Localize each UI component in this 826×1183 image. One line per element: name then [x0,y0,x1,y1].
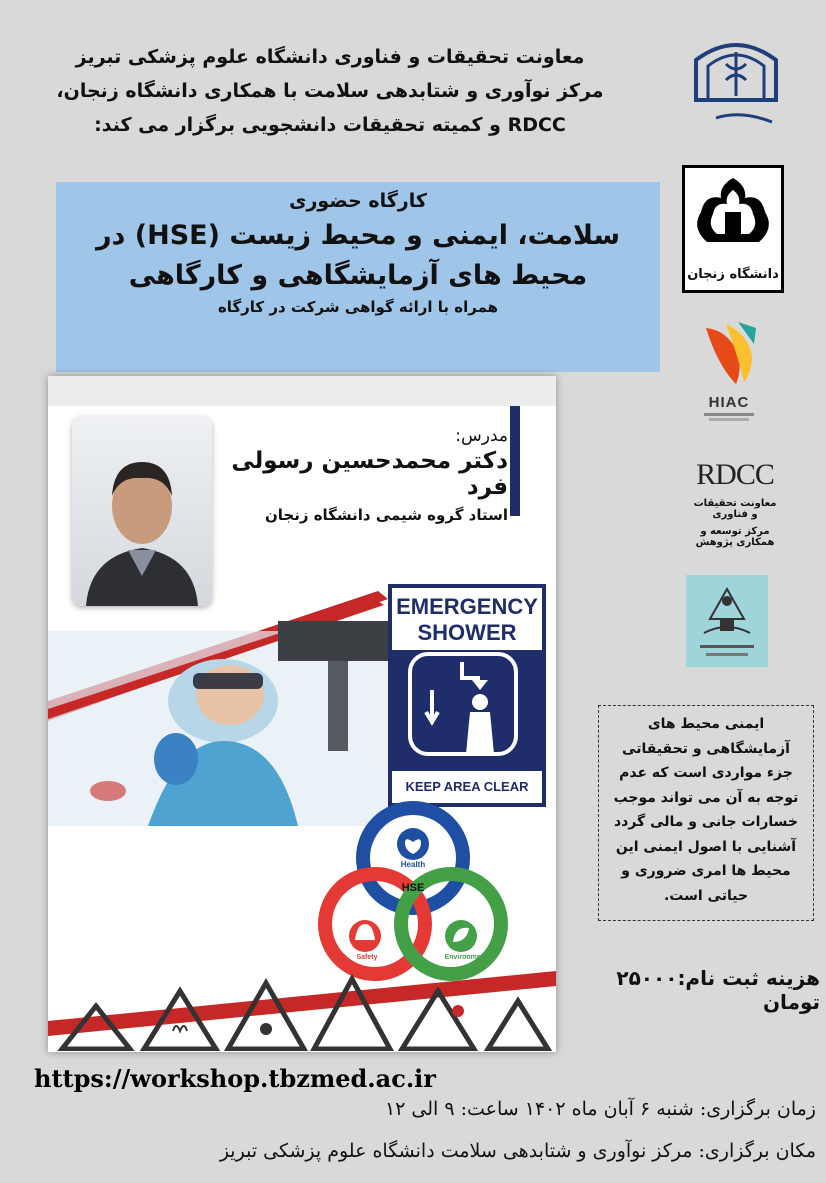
instructor-name: دکتر محمدحسین رسولی فرد [231,448,508,500]
instructor-label: مدرس: [455,426,508,446]
hse-health-label: Health [400,860,426,869]
header-line-2: مرکز نوآوری و شتابدهی سلامت با همکاری دانشگاه زنجان، [56,80,604,102]
rdcc-caption-2: مرکز توسعه و همکاری پژوهش [695,526,775,548]
instructor-photo [72,416,212,606]
hiac-logo [698,320,760,425]
registration-fee: هزینه ثبت نام:۲۵۰۰۰ تومان [616,966,820,1014]
sign-bottom-text: KEEP AREA CLEAR [392,771,542,803]
lab-scene-image [48,591,388,826]
rdcc-logo [690,458,780,558]
workshop-title-box [56,182,660,372]
hse-environment-label: Environment [444,954,488,961]
header-line-1: معاونت تحقیقات و فناوری دانشگاه علوم پزشکی تبریز [75,46,585,68]
event-venue: مکان برگزاری: مرکز نوآوری و شتابدهی سلامت دانشگاه علوم پزشکی تبریز [219,1140,816,1162]
sign-line-2: SHOWER [417,620,517,645]
instructor-info [228,426,508,524]
header-line-3: RDCC و کمیته تحقیقات دانشجویی برگزار می کند: [94,114,566,136]
workshop-title: سلامت، ایمنی و محیط زیست (HSE) در محیط های آزمایشگاهی و کارگاهی [95,220,621,291]
workshop-url-link[interactable]: https://workshop.tbzmed.ac.ir [34,1064,436,1093]
instructor-role: استاد گروه شیمی دانشگاه زنجان [264,506,508,524]
rdcc-label: RDCC [696,458,774,491]
workshop-kind: کارگاه حضوری [289,190,427,212]
workshop-poster-image [48,376,556,1052]
safety-note-box [598,705,814,921]
workshop-subtitle: همراه با ارائه گواهی شرکت در کارگاه [217,298,499,316]
tabriz-university-logo [686,30,786,140]
hse-center-label: HSE [401,882,425,894]
hazard-signs-row [48,951,556,1051]
sign-line-1: EMERGENCY [396,594,538,619]
hse-safety-label: Safety [356,954,378,961]
hiac-label: HIAC [708,394,750,411]
zanjan-logo-caption: دانشگاه زنجان [687,267,779,282]
poster-top-band [48,376,556,406]
student-research-committee-logo [686,575,768,667]
emergency-shower-sign [388,584,546,807]
event-datetime: زمان برگزاری: شنبه ۶ آبان ماه ۱۴۰۲ ساعت: ۹ الی ۱۲ [384,1098,816,1120]
safety-note-text: ایمنی محیط های آزمایشگاهی و تحقیقاتی جزء مواردی است که عدم توجه به آن می تواند موجب خسارات جانی و مالی گردد آشنایی با اصول ایمنی این محیط ها امری ضروری و حیاتی است. [613,716,799,904]
rdcc-caption-1: معاونت تحقیقات و فناوری [693,498,777,520]
poster-accent-bar [510,406,520,516]
zanjan-university-logo [682,165,784,293]
organizer-header [40,40,620,142]
